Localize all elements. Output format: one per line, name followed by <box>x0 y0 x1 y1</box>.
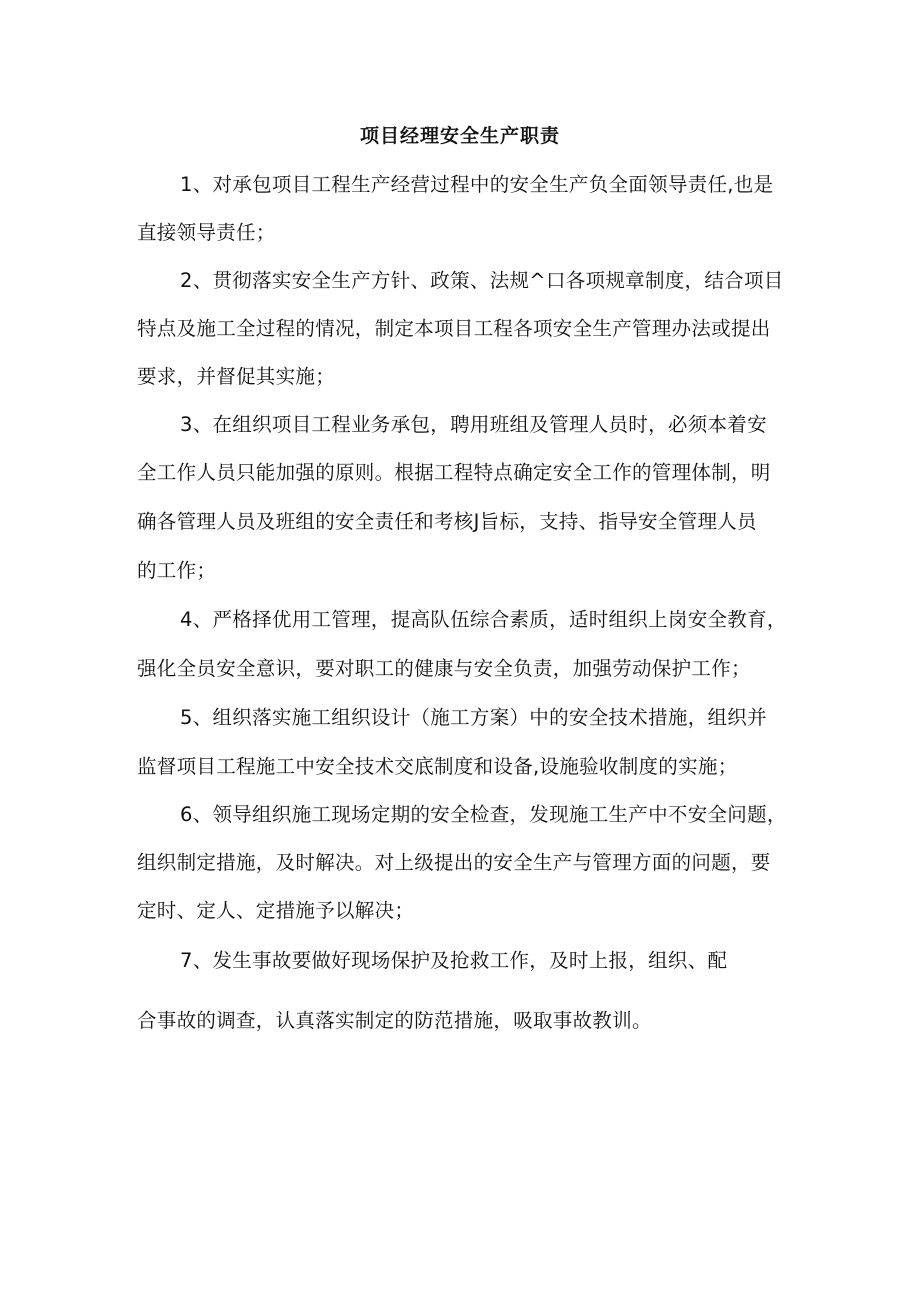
paragraph-6-line-1: 6、领导组织施工现场定期的安全检查，发现施工生产中不安全问题， <box>180 803 787 826</box>
paragraph-7-line-2: 合事故的调查，认真落实制定的防范措施，吸取事故教训。 <box>137 1009 652 1032</box>
paragraph-2-line-3: 要求，并督促其实施； <box>137 365 336 388</box>
paragraph-2-line-1: 2、贯彻落实安全生产方针、政策、法规^口各项规章制度，结合项目 <box>180 269 784 292</box>
document-title: 项目经理安全生产职责 <box>359 125 560 147</box>
paragraph-5-line-2: 监督项目工程施工中安全技术交底制度和设备,设施验收制度的实施； <box>137 755 738 778</box>
paragraph-1-line-1: 1、对承包项目工程生产经营过程中的安全生产负全面领导责任,也是 <box>180 173 774 196</box>
paragraph-6-line-3: 定时、定人、定措施予以解决； <box>137 899 415 922</box>
paragraph-4-line-2: 强化全员安全意识，要对职工的健康与安全负责，加强劳动保护工作； <box>137 657 751 680</box>
paragraph-4-line-1: 4、严格择优用工管理，提高队伍综合素质，适时组织上岗安全教育， <box>180 608 787 631</box>
paragraph-6-line-2: 组织制定措施，及时解决。对上级提出的安全生产与管理方面的问题，要 <box>137 851 771 874</box>
paragraph-3-line-1: 3、在组织项目工程业务承包，聘用班组及管理人员时，必须本着安 <box>180 413 767 436</box>
paragraph-1-line-2: 直接领导责任； <box>137 221 276 244</box>
paragraph-7-line-1: 7、发生事故要做好现场保护及抢救工作，及时上报，组织、配 <box>180 949 728 972</box>
paragraph-3-line-3: 确各管理人员及班组的安全责任和考核J旨标，支持、指导安全管理人员 <box>137 510 757 533</box>
paragraph-2-line-2: 特点及施工全过程的情况，制定本项目工程各项安全生产管理办法或提出 <box>137 317 771 340</box>
paragraph-3-line-4: 的工作； <box>137 559 217 582</box>
paragraph-5-line-1: 5、组织落实施工组织设计（施工方案）中的安全技术措施，组织并 <box>180 706 767 729</box>
paragraph-3-line-2: 全工作人员只能加强的原则。根据工程特点确定安全工作的管理体制，明 <box>137 461 771 484</box>
